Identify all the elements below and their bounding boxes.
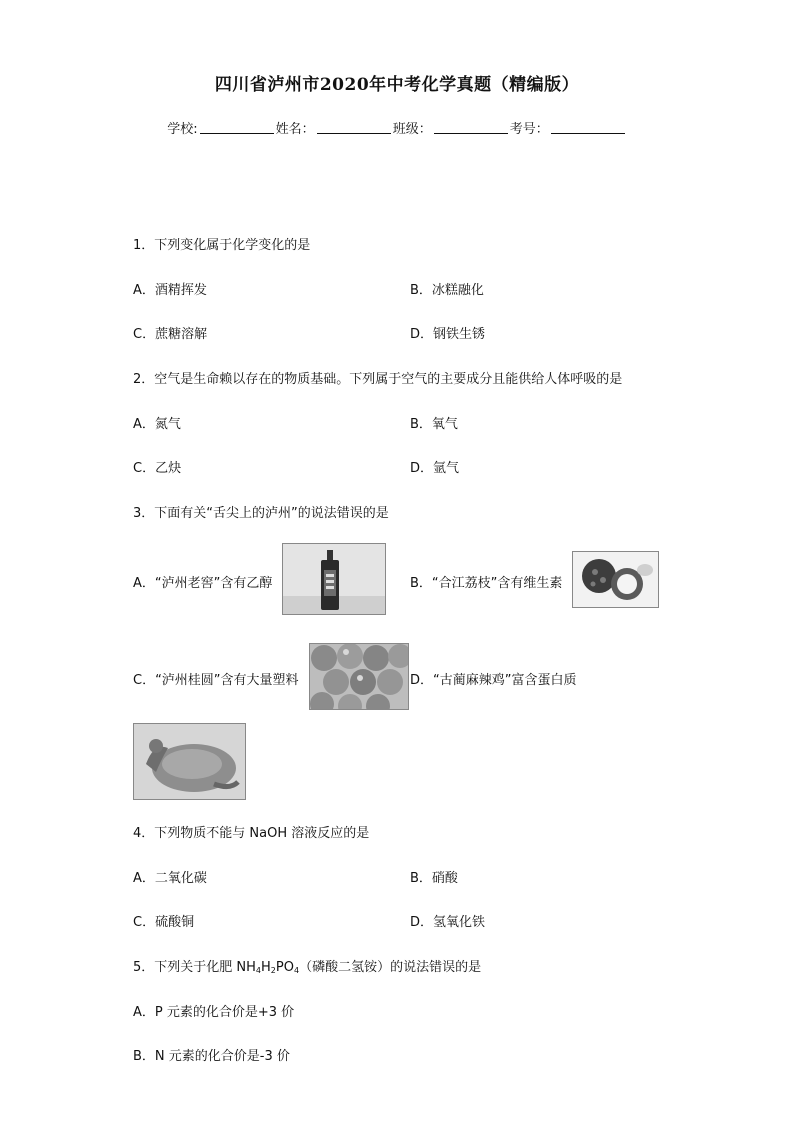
question-2-option-b: B．氧气 xyxy=(410,417,458,432)
question-3-option-b: B．“合江荔枝”含有维生素 xyxy=(410,576,563,591)
formula-subscript: 2 xyxy=(270,966,276,975)
question-1-option-c: C．蔗糖溶解 xyxy=(133,327,208,342)
question-3-stem: 3．下面有关“舌尖上的泸州”的说法错误的是 xyxy=(133,506,389,521)
exam-no-blank xyxy=(551,121,625,134)
student-info-line xyxy=(0,118,794,137)
question-2-option-a: A．氮气 xyxy=(133,417,181,432)
question-2-stem: 2．空气是生命赖以存在的物质基础。下列属于空气的主要成分且能供给人体呼吸的是 xyxy=(133,372,623,387)
question-1-option-a: A．酒精挥发 xyxy=(133,283,207,298)
naoh-formula: NaOH xyxy=(249,826,288,841)
formula-part: NH xyxy=(236,960,256,975)
formula-part: PO xyxy=(275,960,294,975)
question-4-stem-pre: 4．下列物质不能与 xyxy=(133,826,246,841)
question-1-option-b: B．冰糕融化 xyxy=(410,283,484,298)
school-label: 学校: xyxy=(167,122,198,137)
question-4-stem-post: 溶液反应的是 xyxy=(291,826,370,841)
question-4-stem xyxy=(133,822,369,841)
longan-photo xyxy=(309,643,409,710)
school-blank xyxy=(200,121,274,134)
class-label: 班级： xyxy=(392,122,432,137)
class-blank xyxy=(434,121,508,134)
question-4-option-b: B．硝酸 xyxy=(410,871,458,886)
page-title: 四川省泸州市2020年中考化学真题（精编版） xyxy=(214,75,580,95)
question-5-stem-post: （磷酸二氢铵）的说法错误的是 xyxy=(299,960,482,975)
question-2-option-d: D．氩气 xyxy=(410,461,460,476)
question-4-option-c: C．硫酸铜 xyxy=(133,915,195,930)
question-5-stem xyxy=(133,956,481,975)
formula-subscript: 4 xyxy=(293,966,300,975)
spicy-chicken-photo xyxy=(133,723,246,800)
question-1-option-d: D．钢铁生锈 xyxy=(410,327,486,342)
question-3-option-a: A．“泸州老窖”含有乙醇 xyxy=(133,576,273,591)
name-label: 姓名： xyxy=(275,122,315,137)
formula-subscript: 4 xyxy=(255,966,262,975)
question-5-option-b: B．N 元素的化合价是-3 价 xyxy=(133,1049,290,1064)
question-4-option-a: A．二氧化碳 xyxy=(133,871,207,886)
lychee-photo xyxy=(572,551,659,608)
question-2-option-c: C．乙炔 xyxy=(133,461,182,476)
ammonium-phosphate-formula xyxy=(236,960,299,975)
liquor-bottle-photo xyxy=(282,543,386,615)
exam-no-label: 考号： xyxy=(509,122,549,137)
question-5-stem-pre: 5．下列关于化肥 xyxy=(133,960,233,975)
formula-part: H xyxy=(261,960,271,975)
question-3-option-d: D．“古蔺麻辣鸡”富含蛋白质 xyxy=(410,673,577,688)
question-3-option-c: C．“泸州桂圆”含有大量塑料 xyxy=(133,673,299,688)
question-1-stem: 1．下列变化属于化学变化的是 xyxy=(133,238,311,253)
question-4-option-d: D．氢氧化铁 xyxy=(410,915,486,930)
question-5-option-a: A．P 元素的化合价是+3 价 xyxy=(133,1005,295,1020)
name-blank xyxy=(317,121,391,134)
